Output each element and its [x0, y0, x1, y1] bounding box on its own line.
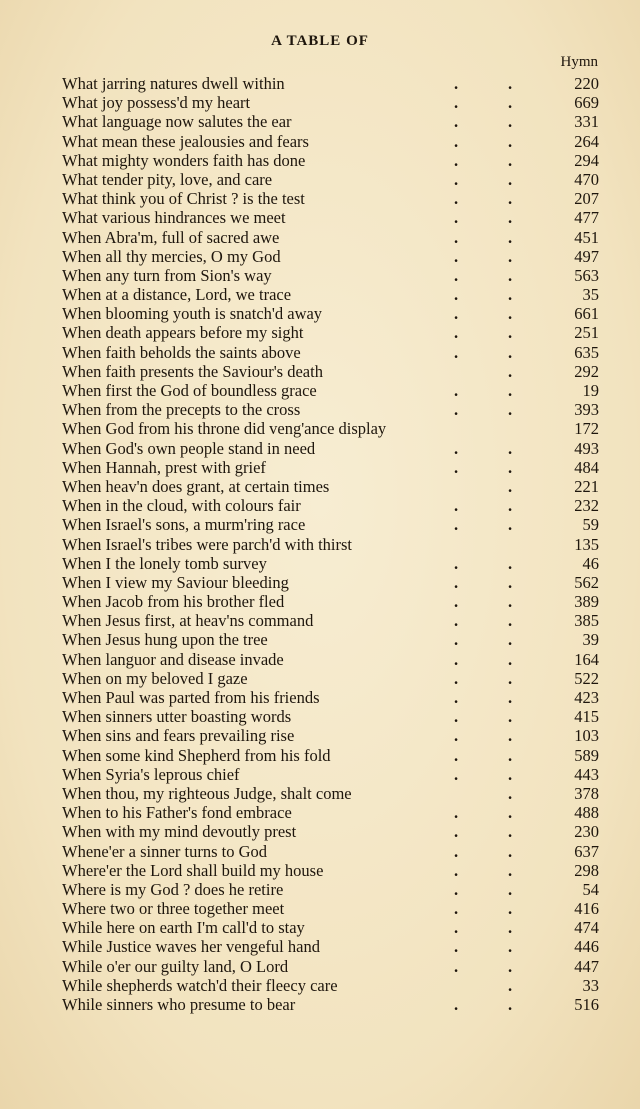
leader-dot: . [508, 764, 513, 784]
hymn-number: 563 [574, 265, 599, 285]
hymn-number: 416 [574, 899, 599, 919]
table-row [62, 822, 607, 841]
leader-dot: . [508, 745, 513, 765]
hymn-number: 39 [582, 630, 599, 650]
hymn-first-line: When thou, my righteous Judge, shalt come [62, 783, 352, 803]
hymn-number: 294 [574, 150, 599, 170]
hymn-number: 635 [574, 342, 599, 362]
leader-dot: . [508, 189, 513, 209]
leader-dot: . [454, 572, 459, 592]
hymn-first-line: What jarring natures dwell within [62, 74, 285, 93]
hymn-number: 516 [574, 995, 599, 1014]
hymn-number: 443 [574, 764, 599, 784]
leader-dot: . [508, 150, 513, 170]
leader-dot: . [454, 841, 459, 861]
leader-dot: . [454, 822, 459, 842]
leader-dot: . [454, 93, 459, 113]
table-row [62, 630, 607, 649]
hymn-first-line: When God from his throne did veng'ance display [62, 419, 387, 439]
hymn-number: 446 [574, 937, 599, 957]
hymn-number: 385 [574, 611, 599, 631]
leader-dot: . [508, 265, 513, 285]
leader-dot: . [454, 553, 459, 573]
leader-dot: . [454, 285, 459, 305]
leader-dot: . [454, 611, 459, 631]
leader-dot: . [508, 515, 513, 535]
leader-dot: . [454, 707, 459, 727]
hymn-first-line: When faith presents the Saviour's death [62, 361, 323, 381]
table-row [62, 976, 607, 995]
leader-dot: . [508, 803, 513, 823]
leader-dot: . [508, 668, 513, 688]
hymn-first-line: When I the lonely tomb survey [62, 553, 267, 573]
hymn-number: 221 [574, 476, 599, 496]
hymn-number: 251 [574, 323, 599, 343]
table-row [62, 995, 607, 1014]
table-row [62, 112, 607, 131]
hymn-first-line: When from the precepts to the cross [62, 400, 301, 420]
leader-dot: . [508, 323, 513, 343]
table-row [62, 765, 607, 784]
leader-dot: . [454, 918, 459, 938]
hymn-number: 589 [574, 745, 599, 765]
table-row [62, 611, 607, 630]
leader-dot: . [454, 112, 459, 132]
table-row [62, 688, 607, 707]
table-row [62, 93, 607, 112]
hymn-first-line: Whene'er a sinner turns to God [62, 841, 268, 861]
table-row [62, 304, 607, 323]
hymn-number: 474 [574, 918, 599, 938]
hymn-first-line: What mighty wonders faith has done [62, 150, 306, 170]
hymn-first-line: What various hindrances we meet [62, 208, 286, 228]
leader-dot: . [508, 649, 513, 669]
hymn-number: 477 [574, 208, 599, 228]
leader-dot: . [454, 745, 459, 765]
hymn-first-line: When sins and fears prevailing rise [62, 726, 295, 746]
table-row [62, 208, 607, 227]
hymn-number: 451 [574, 227, 599, 247]
leader-dot: . [454, 438, 459, 458]
hymn-number: 207 [574, 189, 599, 209]
hymn-number: 33 [582, 975, 599, 995]
leader-dot: . [454, 764, 459, 784]
hymn-first-line: What think you of Christ ? is the test [62, 189, 305, 209]
leader-dot: . [508, 611, 513, 631]
hymn-number: 423 [574, 688, 599, 707]
hymn-first-line: When God's own people stand in need [62, 438, 316, 458]
table-row [62, 132, 607, 151]
leader-dot: . [508, 726, 513, 746]
table-row [62, 669, 607, 688]
hymn-number: 389 [574, 592, 599, 612]
table-row [62, 573, 607, 592]
leader-dot: . [454, 342, 459, 362]
leader-dot: . [454, 227, 459, 247]
leader-dot: . [508, 169, 513, 189]
leader-dot: . [508, 995, 513, 1014]
table-row [62, 285, 607, 304]
leader-dot: . [508, 93, 513, 113]
leader-dot: . [508, 841, 513, 861]
hymn-first-line: What mean these jealousies and fears [62, 131, 309, 151]
hymn-number: 669 [574, 93, 599, 113]
hymn-first-line: When blooming youth is snatch'd away [62, 304, 323, 324]
leader-dot: . [508, 918, 513, 938]
hymn-number: 164 [574, 649, 599, 669]
hymn-first-line: When Hannah, prest with grief [62, 457, 266, 477]
hymn-number: 415 [574, 707, 599, 727]
leader-dot: . [508, 860, 513, 880]
leader-dot: . [454, 265, 459, 285]
leader-dot: . [508, 342, 513, 362]
leader-dot: . [454, 246, 459, 266]
table-row [62, 803, 607, 822]
leader-dot: . [508, 879, 513, 899]
hymn-number: 46 [582, 553, 599, 573]
leader-dot: . [454, 400, 459, 420]
leader-dot: . [454, 381, 459, 400]
leader-dot: . [508, 822, 513, 842]
hymn-number: 378 [574, 783, 599, 803]
leader-dot: . [508, 74, 513, 93]
table-row [62, 151, 607, 170]
hymn-first-line: When first the God of boundless grace [62, 381, 317, 400]
hymn-first-line: When on my beloved I gaze [62, 668, 248, 688]
hymn-number: 488 [574, 803, 599, 823]
table-row [62, 880, 607, 899]
table-row [62, 170, 607, 189]
table-row [62, 419, 607, 438]
leader-dot: . [508, 246, 513, 266]
leader-dot: . [508, 285, 513, 305]
hymn-number: 393 [574, 400, 599, 420]
hymn-number: 484 [574, 457, 599, 477]
leader-dot: . [454, 457, 459, 477]
hymn-first-line: When Israel's tribes were parch'd with thirst [62, 534, 353, 554]
leader-dot: . [454, 208, 459, 228]
page-title: A TABLE OF [271, 33, 369, 49]
hymn-number: 470 [574, 169, 599, 189]
hymn-number: 562 [574, 572, 599, 592]
leader-dot: . [454, 169, 459, 189]
leader-dot: . [508, 630, 513, 650]
hymn-first-line: When all thy mercies, O my God [62, 246, 281, 266]
leader-dot: . [508, 956, 513, 976]
hymn-first-line: When faith beholds the saints above [62, 342, 301, 362]
table-row [62, 861, 607, 880]
hymn-number: 103 [574, 726, 599, 746]
leader-dot: . [508, 457, 513, 477]
hymn-first-line: When languor and disease invade [62, 649, 284, 669]
hymn-number: 331 [574, 112, 599, 132]
hymn-first-line: While o'er our guilty land, O Lord [62, 956, 289, 976]
table-row [62, 957, 607, 976]
hymn-number: 59 [582, 515, 599, 535]
hymn-first-line: When at a distance, Lord, we trace [62, 285, 292, 305]
leader-dot: . [508, 227, 513, 247]
leader-dot: . [508, 131, 513, 151]
leader-dot: . [454, 956, 459, 976]
leader-dot: . [508, 208, 513, 228]
leader-dot: . [508, 572, 513, 592]
table-row [62, 707, 607, 726]
leader-dot: . [508, 304, 513, 324]
hymn-number: 135 [574, 534, 599, 554]
leader-dot: . [454, 131, 459, 151]
leader-dot: . [454, 189, 459, 209]
leader-dot: . [508, 707, 513, 727]
hymn-number: 19 [582, 381, 599, 400]
hymn-first-line: When Syria's leprous chief [62, 764, 240, 784]
table-row [62, 592, 607, 611]
hymn-number: 298 [574, 860, 599, 880]
table-row [62, 458, 607, 477]
table-row [62, 784, 607, 803]
hymn-first-line: When death appears before my sight [62, 323, 304, 343]
hymn-number: 264 [574, 131, 599, 151]
hymn-first-line: While Justice waves her vengeful hand [62, 937, 320, 957]
hymn-first-line: When sinners utter boasting words [62, 707, 292, 727]
hymn-number: 493 [574, 438, 599, 458]
leader-dot: . [454, 515, 459, 535]
leader-dot: . [508, 381, 513, 400]
leader-dot: . [508, 975, 513, 995]
leader-dot: . [454, 688, 459, 707]
leader-dot: . [454, 803, 459, 823]
leader-dot: . [508, 400, 513, 420]
hymn-number: 232 [574, 496, 599, 516]
table-row [62, 323, 607, 342]
hymn-first-line: When any turn from Sion's way [62, 265, 272, 285]
hymn-first-line: When Jesus first, at heav'ns command [62, 611, 314, 631]
leader-dot: . [508, 592, 513, 612]
leader-dot: . [454, 899, 459, 919]
table-row [62, 247, 607, 266]
table-row [62, 515, 607, 534]
leader-dot: . [454, 668, 459, 688]
leader-dot: . [454, 879, 459, 899]
leader-dot: . [508, 476, 513, 496]
leader-dot: . [454, 592, 459, 612]
hymn-number: 497 [574, 246, 599, 266]
hymn-first-line: When Jacob from his brother fled [62, 592, 285, 612]
table-row [62, 381, 607, 400]
table-row [62, 496, 607, 515]
hymn-number: 35 [582, 285, 599, 305]
table-row [62, 266, 607, 285]
leader-dot: . [454, 630, 459, 650]
leader-dot: . [454, 995, 459, 1014]
leader-dot: . [454, 937, 459, 957]
hymn-first-line: What tender pity, love, and care [62, 169, 273, 189]
table-row [62, 362, 607, 381]
table-row [62, 189, 607, 208]
leader-dot: . [508, 438, 513, 458]
leader-dot: . [454, 74, 459, 93]
leader-dot: . [508, 496, 513, 516]
table-row [62, 650, 607, 669]
hymn-first-line: While sinners who presume to bear [62, 995, 296, 1014]
table-row [62, 535, 607, 554]
hymn-first-line: When to his Father's fond embrace [62, 803, 292, 823]
hymn-number: 54 [582, 879, 599, 899]
hymn-first-line: When Israel's sons, a murm'ring race [62, 515, 306, 535]
leader-dot: . [454, 150, 459, 170]
leader-dot: . [508, 783, 513, 803]
table-row [62, 918, 607, 937]
leader-dot: . [508, 688, 513, 707]
hymn-first-line: Where two or three together meet [62, 899, 285, 919]
table-row [62, 726, 607, 745]
hymn-index-list [62, 74, 607, 1014]
table-row [62, 439, 607, 458]
hymn-first-line: Where'er the Lord shall build my house [62, 860, 324, 880]
hymn-first-line: When in the cloud, with colours fair [62, 496, 301, 516]
table-row [62, 899, 607, 918]
hymn-first-line: What language now salutes the ear [62, 112, 292, 132]
hymn-column-header: Hymn [560, 54, 598, 70]
table-row [62, 842, 607, 861]
hymn-first-line: While here on earth I'm call'd to stay [62, 918, 305, 938]
hymn-number: 522 [574, 668, 599, 688]
hymn-first-line: When with my mind devoutly prest [62, 822, 297, 842]
hymn-number: 447 [574, 956, 599, 976]
leader-dot: . [508, 899, 513, 919]
hymn-number: 230 [574, 822, 599, 842]
hymn-first-line: Where is my God ? does he retire [62, 879, 284, 899]
table-row [62, 746, 607, 765]
hymn-number: 661 [574, 304, 599, 324]
table-row [62, 554, 607, 573]
hymn-number: 292 [574, 361, 599, 381]
hymn-number: 220 [574, 74, 599, 93]
leader-dot: . [454, 496, 459, 516]
leader-dot: . [454, 304, 459, 324]
hymn-first-line: While shepherds watch'd their fleecy care [62, 975, 338, 995]
leader-dot: . [454, 726, 459, 746]
leader-dot: . [454, 860, 459, 880]
leader-dot: . [454, 323, 459, 343]
hymn-first-line: When some kind Shepherd from his fold [62, 745, 331, 765]
hymn-first-line: When Paul was parted from his friends [62, 688, 320, 707]
leader-dot: . [508, 553, 513, 573]
hymn-number: 637 [574, 841, 599, 861]
hymn-first-line: When I view my Saviour bleeding [62, 572, 289, 592]
table-row [62, 937, 607, 956]
hymn-first-line: When heav'n does grant, at certain times [62, 476, 330, 496]
hymn-first-line: When Abra'm, full of sacred awe [62, 227, 280, 247]
table-row [62, 477, 607, 496]
table-row [62, 74, 607, 93]
leader-dot: . [508, 112, 513, 132]
leader-dot: . [454, 649, 459, 669]
table-row [62, 228, 607, 247]
hymn-first-line: What joy possess'd my heart [62, 93, 251, 113]
table-row [62, 343, 607, 362]
leader-dot: . [508, 937, 513, 957]
hymn-number: 172 [574, 419, 599, 439]
leader-dot: . [508, 361, 513, 381]
table-row [62, 400, 607, 419]
hymn-first-line: When Jesus hung upon the tree [62, 630, 268, 650]
